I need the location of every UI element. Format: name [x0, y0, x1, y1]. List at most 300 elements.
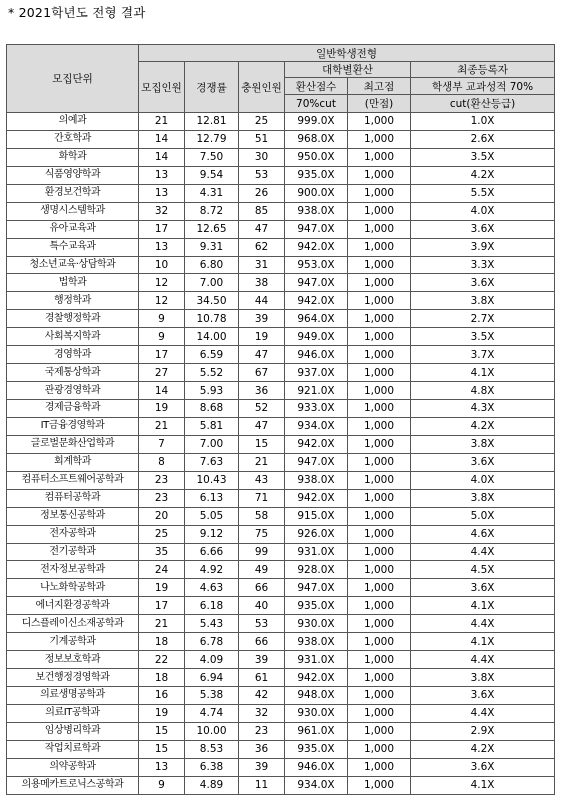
additional-cell: 47 [239, 417, 285, 435]
score-cell: 930.0X [285, 615, 348, 633]
additional-cell: 39 [239, 310, 285, 328]
header-group: 일반학생전형 [139, 45, 555, 62]
grade-cell: 3.7X [411, 346, 555, 364]
header-additional: 충원인원 [239, 62, 285, 113]
recruit-cell: 14 [139, 148, 185, 166]
grade-cell: 3.5X [411, 328, 555, 346]
competition-cell: 8.72 [185, 202, 239, 220]
department-cell: 유아교육과 [7, 220, 139, 238]
additional-cell: 44 [239, 292, 285, 310]
header-final-line3: cut(환산등급) [411, 95, 555, 113]
competition-cell: 4.63 [185, 579, 239, 597]
department-cell: 특수교육과 [7, 238, 139, 256]
max-score-cell: 1,000 [348, 184, 411, 202]
department-cell: 행정학과 [7, 292, 139, 310]
table-row [7, 722, 555, 740]
max-score-cell: 1,000 [348, 740, 411, 758]
table-row [7, 310, 555, 328]
department-cell: 임상병리학과 [7, 722, 139, 740]
department-cell: 전자공학과 [7, 525, 139, 543]
table-row [7, 776, 555, 794]
max-score-cell: 1,000 [348, 776, 411, 794]
score-cell: 934.0X [285, 417, 348, 435]
max-score-cell: 1,000 [348, 669, 411, 687]
competition-cell: 5.05 [185, 507, 239, 525]
competition-cell: 7.00 [185, 435, 239, 453]
competition-cell: 8.68 [185, 400, 239, 418]
table-row [7, 238, 555, 256]
department-cell: 에너지환경공학과 [7, 597, 139, 615]
grade-cell: 4.1X [411, 364, 555, 382]
department-cell: 회계학과 [7, 453, 139, 471]
table-row [7, 597, 555, 615]
department-cell: 화학과 [7, 148, 139, 166]
grade-cell: 3.5X [411, 148, 555, 166]
competition-cell: 12.79 [185, 130, 239, 148]
score-cell: 946.0X [285, 346, 348, 364]
grade-cell: 4.0X [411, 202, 555, 220]
grade-cell: 3.6X [411, 687, 555, 705]
grade-cell: 4.3X [411, 400, 555, 418]
score-cell: 942.0X [285, 669, 348, 687]
table-row [7, 525, 555, 543]
table-row [7, 292, 555, 310]
additional-cell: 85 [239, 202, 285, 220]
table-row [7, 382, 555, 400]
competition-cell: 9.31 [185, 238, 239, 256]
table-header [7, 45, 555, 113]
recruit-cell: 19 [139, 400, 185, 418]
max-score-cell: 1,000 [348, 543, 411, 561]
department-cell: 나노화학공학과 [7, 579, 139, 597]
table-row [7, 130, 555, 148]
table-row [7, 507, 555, 525]
additional-cell: 47 [239, 220, 285, 238]
recruit-cell: 15 [139, 722, 185, 740]
additional-cell: 39 [239, 758, 285, 776]
max-score-cell: 1,000 [348, 615, 411, 633]
competition-cell: 10.78 [185, 310, 239, 328]
competition-cell: 7.50 [185, 148, 239, 166]
department-cell: 전기공학과 [7, 543, 139, 561]
header-score-line1: 환산점수 [285, 78, 348, 95]
recruit-cell: 23 [139, 489, 185, 507]
score-cell: 934.0X [285, 776, 348, 794]
score-cell: 968.0X [285, 130, 348, 148]
competition-cell: 6.66 [185, 543, 239, 561]
table-row [7, 400, 555, 418]
score-cell: 948.0X [285, 687, 348, 705]
recruit-cell: 12 [139, 274, 185, 292]
department-cell: 보건행정경영학과 [7, 669, 139, 687]
max-score-cell: 1,000 [348, 722, 411, 740]
grade-cell: 3.9X [411, 238, 555, 256]
recruit-cell: 13 [139, 238, 185, 256]
competition-cell: 10.43 [185, 471, 239, 489]
competition-cell: 4.92 [185, 561, 239, 579]
table-row [7, 256, 555, 274]
recruit-cell: 9 [139, 776, 185, 794]
score-cell: 961.0X [285, 722, 348, 740]
department-cell: 청소년교육·상담학과 [7, 256, 139, 274]
grade-cell: 3.8X [411, 292, 555, 310]
max-score-cell: 1,000 [348, 489, 411, 507]
max-score-cell: 1,000 [348, 274, 411, 292]
additional-cell: 39 [239, 651, 285, 669]
score-cell: 953.0X [285, 256, 348, 274]
score-cell: 931.0X [285, 651, 348, 669]
results-table [6, 44, 555, 795]
max-score-cell: 1,000 [348, 507, 411, 525]
grade-cell: 4.4X [411, 543, 555, 561]
grade-cell: 2.9X [411, 722, 555, 740]
recruit-cell: 25 [139, 525, 185, 543]
department-cell: 환경보건학과 [7, 184, 139, 202]
department-cell: 정보통신공학과 [7, 507, 139, 525]
header-max-line2: (만점) [348, 95, 411, 113]
department-cell: 경영학과 [7, 346, 139, 364]
table-row [7, 364, 555, 382]
additional-cell: 52 [239, 400, 285, 418]
grade-cell: 3.3X [411, 256, 555, 274]
additional-cell: 30 [239, 148, 285, 166]
additional-cell: 75 [239, 525, 285, 543]
competition-cell: 6.38 [185, 758, 239, 776]
grade-cell: 4.4X [411, 704, 555, 722]
table-body [7, 113, 555, 795]
department-cell: IT금융경영학과 [7, 417, 139, 435]
score-cell: 950.0X [285, 148, 348, 166]
grade-cell: 3.6X [411, 579, 555, 597]
grade-cell: 2.7X [411, 310, 555, 328]
table-row [7, 202, 555, 220]
header-recruit: 모집인원 [139, 62, 185, 113]
recruit-cell: 10 [139, 256, 185, 274]
recruit-cell: 22 [139, 651, 185, 669]
additional-cell: 38 [239, 274, 285, 292]
score-cell: 915.0X [285, 507, 348, 525]
additional-cell: 19 [239, 328, 285, 346]
competition-cell: 6.94 [185, 669, 239, 687]
score-cell: 942.0X [285, 435, 348, 453]
max-score-cell: 1,000 [348, 256, 411, 274]
recruit-cell: 8 [139, 453, 185, 471]
table-row [7, 669, 555, 687]
recruit-cell: 9 [139, 310, 185, 328]
department-cell: 컴퓨터소프트웨어공학과 [7, 471, 139, 489]
recruit-cell: 21 [139, 615, 185, 633]
grade-cell: 4.0X [411, 471, 555, 489]
grade-cell: 4.2X [411, 740, 555, 758]
max-score-cell: 1,000 [348, 130, 411, 148]
score-cell: 947.0X [285, 453, 348, 471]
department-cell: 국제통상학과 [7, 364, 139, 382]
score-cell: 933.0X [285, 400, 348, 418]
table-row [7, 758, 555, 776]
max-score-cell: 1,000 [348, 633, 411, 651]
grade-cell: 3.8X [411, 489, 555, 507]
recruit-cell: 19 [139, 704, 185, 722]
table-row [7, 740, 555, 758]
competition-cell: 7.00 [185, 274, 239, 292]
competition-cell: 6.59 [185, 346, 239, 364]
max-score-cell: 1,000 [348, 687, 411, 705]
max-score-cell: 1,000 [348, 704, 411, 722]
header-unit: 모집단위 [7, 45, 139, 113]
recruit-cell: 19 [139, 579, 185, 597]
score-cell: 947.0X [285, 220, 348, 238]
competition-cell: 6.18 [185, 597, 239, 615]
score-cell: 938.0X [285, 202, 348, 220]
competition-cell: 12.81 [185, 113, 239, 131]
competition-cell: 5.52 [185, 364, 239, 382]
table-row [7, 220, 555, 238]
recruit-cell: 35 [139, 543, 185, 561]
score-cell: 928.0X [285, 561, 348, 579]
additional-cell: 62 [239, 238, 285, 256]
score-cell: 935.0X [285, 740, 348, 758]
competition-cell: 4.89 [185, 776, 239, 794]
score-cell: 942.0X [285, 292, 348, 310]
table-row [7, 166, 555, 184]
recruit-cell: 20 [139, 507, 185, 525]
department-cell: 사회복지학과 [7, 328, 139, 346]
department-cell: 디스플레이신소재공학과 [7, 615, 139, 633]
score-cell: 930.0X [285, 704, 348, 722]
grade-cell: 4.8X [411, 382, 555, 400]
max-score-cell: 1,000 [348, 651, 411, 669]
competition-cell: 5.43 [185, 615, 239, 633]
recruit-cell: 14 [139, 130, 185, 148]
table-row [7, 328, 555, 346]
max-score-cell: 1,000 [348, 382, 411, 400]
competition-cell: 6.78 [185, 633, 239, 651]
table-row [7, 435, 555, 453]
table-row [7, 113, 555, 131]
recruit-cell: 18 [139, 669, 185, 687]
score-cell: 999.0X [285, 113, 348, 131]
department-cell: 의예과 [7, 113, 139, 131]
grade-cell: 3.8X [411, 669, 555, 687]
recruit-cell: 13 [139, 166, 185, 184]
max-score-cell: 1,000 [348, 220, 411, 238]
additional-cell: 23 [239, 722, 285, 740]
header-max-line1: 최고점 [348, 78, 411, 95]
table-row [7, 489, 555, 507]
table-row [7, 543, 555, 561]
department-cell: 간호학과 [7, 130, 139, 148]
additional-cell: 26 [239, 184, 285, 202]
max-score-cell: 1,000 [348, 435, 411, 453]
score-cell: 964.0X [285, 310, 348, 328]
grade-cell: 4.1X [411, 597, 555, 615]
max-score-cell: 1,000 [348, 292, 411, 310]
department-cell: 컴퓨터공학과 [7, 489, 139, 507]
competition-cell: 5.93 [185, 382, 239, 400]
additional-cell: 58 [239, 507, 285, 525]
grade-cell: 3.6X [411, 453, 555, 471]
recruit-cell: 13 [139, 184, 185, 202]
table-row [7, 417, 555, 435]
recruit-cell: 17 [139, 346, 185, 364]
max-score-cell: 1,000 [348, 758, 411, 776]
department-cell: 기계공학과 [7, 633, 139, 651]
recruit-cell: 27 [139, 364, 185, 382]
competition-cell: 4.31 [185, 184, 239, 202]
competition-cell: 14.00 [185, 328, 239, 346]
table-row [7, 687, 555, 705]
competition-cell: 5.81 [185, 417, 239, 435]
max-score-cell: 1,000 [348, 310, 411, 328]
additional-cell: 61 [239, 669, 285, 687]
additional-cell: 31 [239, 256, 285, 274]
table-row [7, 561, 555, 579]
score-cell: 947.0X [285, 579, 348, 597]
recruit-cell: 15 [139, 740, 185, 758]
table-row [7, 148, 555, 166]
max-score-cell: 1,000 [348, 400, 411, 418]
max-score-cell: 1,000 [348, 417, 411, 435]
competition-cell: 9.12 [185, 525, 239, 543]
department-cell: 생명시스템학과 [7, 202, 139, 220]
max-score-cell: 1,000 [348, 202, 411, 220]
additional-cell: 66 [239, 633, 285, 651]
table-row [7, 579, 555, 597]
recruit-cell: 12 [139, 292, 185, 310]
department-cell: 의료IT공학과 [7, 704, 139, 722]
additional-cell: 43 [239, 471, 285, 489]
additional-cell: 66 [239, 579, 285, 597]
table-row [7, 633, 555, 651]
department-cell: 의료생명공학과 [7, 687, 139, 705]
additional-cell: 36 [239, 382, 285, 400]
additional-cell: 49 [239, 561, 285, 579]
recruit-cell: 17 [139, 220, 185, 238]
header-conversion-group: 대학별환산 [285, 62, 411, 78]
additional-cell: 47 [239, 346, 285, 364]
score-cell: 938.0X [285, 471, 348, 489]
additional-cell: 36 [239, 740, 285, 758]
header-final-line2: 학생부 교과성적 70% [411, 78, 555, 95]
table-row [7, 704, 555, 722]
score-cell: 931.0X [285, 543, 348, 561]
max-score-cell: 1,000 [348, 579, 411, 597]
max-score-cell: 1,000 [348, 561, 411, 579]
additional-cell: 42 [239, 687, 285, 705]
score-cell: 935.0X [285, 597, 348, 615]
score-cell: 900.0X [285, 184, 348, 202]
additional-cell: 21 [239, 453, 285, 471]
grade-cell: 4.2X [411, 166, 555, 184]
recruit-cell: 14 [139, 382, 185, 400]
score-cell: 949.0X [285, 328, 348, 346]
recruit-cell: 21 [139, 417, 185, 435]
additional-cell: 40 [239, 597, 285, 615]
grade-cell: 3.6X [411, 220, 555, 238]
recruit-cell: 13 [139, 758, 185, 776]
additional-cell: 71 [239, 489, 285, 507]
recruit-cell: 32 [139, 202, 185, 220]
additional-cell: 11 [239, 776, 285, 794]
department-cell: 관광경영학과 [7, 382, 139, 400]
recruit-cell: 16 [139, 687, 185, 705]
grade-cell: 5.0X [411, 507, 555, 525]
department-cell: 경제금융학과 [7, 400, 139, 418]
additional-cell: 32 [239, 704, 285, 722]
competition-cell: 6.13 [185, 489, 239, 507]
additional-cell: 99 [239, 543, 285, 561]
score-cell: 937.0X [285, 364, 348, 382]
header-competition: 경쟁률 [185, 62, 239, 113]
score-cell: 942.0X [285, 238, 348, 256]
max-score-cell: 1,000 [348, 113, 411, 131]
competition-cell: 6.80 [185, 256, 239, 274]
department-cell: 법학과 [7, 274, 139, 292]
additional-cell: 67 [239, 364, 285, 382]
max-score-cell: 1,000 [348, 471, 411, 489]
competition-cell: 9.54 [185, 166, 239, 184]
recruit-cell: 23 [139, 471, 185, 489]
table-row [7, 471, 555, 489]
header-final-line1: 최종등록자 [411, 62, 555, 78]
competition-cell: 7.63 [185, 453, 239, 471]
grade-cell: 4.2X [411, 417, 555, 435]
grade-cell: 2.6X [411, 130, 555, 148]
additional-cell: 53 [239, 615, 285, 633]
department-cell: 글로벌문화산업학과 [7, 435, 139, 453]
score-cell: 935.0X [285, 166, 348, 184]
additional-cell: 53 [239, 166, 285, 184]
score-cell: 942.0X [285, 489, 348, 507]
department-cell: 작업치료학과 [7, 740, 139, 758]
grade-cell: 1.0X [411, 113, 555, 131]
header-score-line2: 70%cut [285, 95, 348, 113]
max-score-cell: 1,000 [348, 238, 411, 256]
department-cell: 경찰행정학과 [7, 310, 139, 328]
additional-cell: 15 [239, 435, 285, 453]
grade-cell: 4.1X [411, 633, 555, 651]
recruit-cell: 7 [139, 435, 185, 453]
department-cell: 의약공학과 [7, 758, 139, 776]
max-score-cell: 1,000 [348, 328, 411, 346]
max-score-cell: 1,000 [348, 166, 411, 184]
max-score-cell: 1,000 [348, 364, 411, 382]
competition-cell: 4.74 [185, 704, 239, 722]
recruit-cell: 17 [139, 597, 185, 615]
department-cell: 식품영양학과 [7, 166, 139, 184]
grade-cell: 4.1X [411, 776, 555, 794]
table-row [7, 453, 555, 471]
table-row [7, 651, 555, 669]
max-score-cell: 1,000 [348, 597, 411, 615]
score-cell: 946.0X [285, 758, 348, 776]
grade-cell: 4.6X [411, 525, 555, 543]
recruit-cell: 18 [139, 633, 185, 651]
score-cell: 947.0X [285, 274, 348, 292]
grade-cell: 4.4X [411, 615, 555, 633]
recruit-cell: 9 [139, 328, 185, 346]
competition-cell: 5.38 [185, 687, 239, 705]
department-cell: 전자정보공학과 [7, 561, 139, 579]
table-row [7, 615, 555, 633]
department-cell: 정보보호학과 [7, 651, 139, 669]
competition-cell: 4.09 [185, 651, 239, 669]
grade-cell: 3.8X [411, 435, 555, 453]
competition-cell: 12.65 [185, 220, 239, 238]
max-score-cell: 1,000 [348, 453, 411, 471]
recruit-cell: 24 [139, 561, 185, 579]
score-cell: 926.0X [285, 525, 348, 543]
